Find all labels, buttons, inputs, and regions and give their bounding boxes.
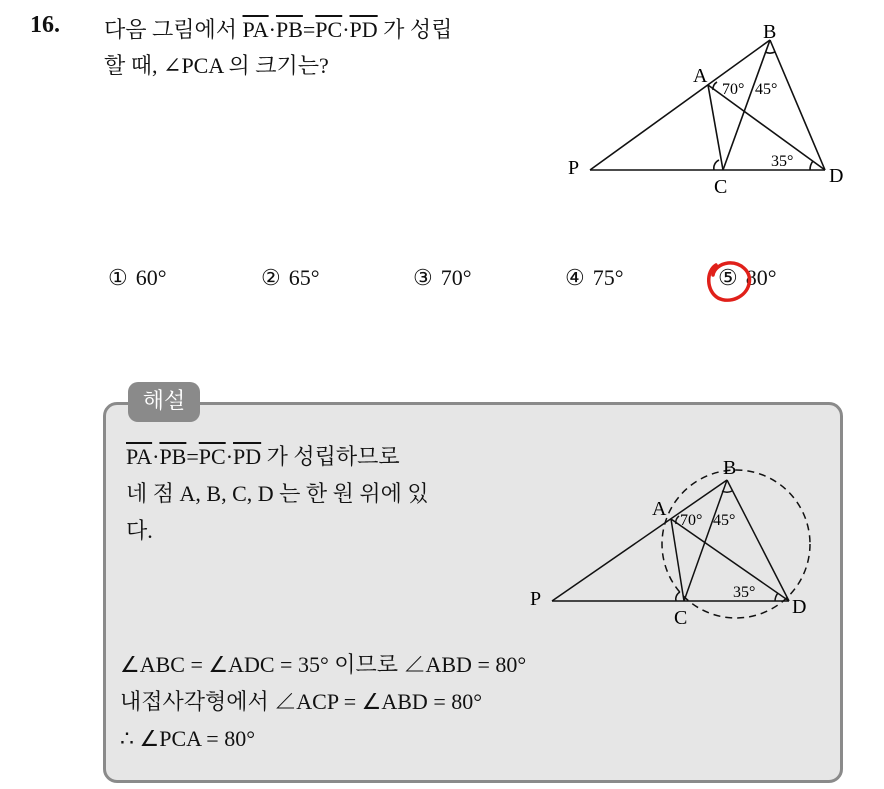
label-d: D bbox=[792, 596, 807, 618]
angle-label-35: 35° bbox=[733, 584, 756, 601]
choice-value: 80° bbox=[745, 265, 777, 290]
choice-mark: ② bbox=[261, 265, 281, 290]
selected-answer-circle-icon bbox=[702, 257, 756, 309]
label-b: B bbox=[763, 21, 777, 43]
angle-arc-d bbox=[810, 161, 813, 170]
angle-arc-c bbox=[676, 592, 680, 601]
dot-operator: · bbox=[225, 444, 234, 469]
question-number: 16. bbox=[30, 12, 60, 38]
line-ac bbox=[708, 85, 723, 170]
angle-arc-c bbox=[714, 160, 719, 170]
question-figure bbox=[560, 14, 860, 208]
equals-sign: = bbox=[186, 444, 199, 469]
choice-1[interactable] bbox=[108, 265, 167, 291]
segment-pb: $\overline{PB}$ bbox=[159, 444, 187, 469]
choice-value: 75° bbox=[592, 265, 624, 290]
choice-mark: ④ bbox=[565, 265, 585, 290]
choice-mark: ① bbox=[108, 265, 128, 290]
label-p: P bbox=[530, 588, 542, 610]
solution-line-2: 네 점 A, B, C, D 는 한 원 위에 있 bbox=[126, 481, 429, 506]
angle-arc-b bbox=[722, 491, 732, 492]
question-text bbox=[104, 12, 554, 84]
dot-operator: · bbox=[342, 17, 350, 42]
label-d: D bbox=[829, 165, 844, 187]
angle-label-45: 45° bbox=[713, 512, 736, 529]
choice-value: 70° bbox=[440, 265, 472, 290]
label-c: C bbox=[714, 176, 728, 198]
solution-tag: 해설 bbox=[128, 382, 200, 422]
line-bc bbox=[723, 40, 770, 170]
angle-arc-b bbox=[765, 52, 775, 53]
solution-math bbox=[120, 646, 526, 757]
line-bc bbox=[684, 480, 727, 601]
label-a: A bbox=[652, 498, 667, 520]
choice-4[interactable] bbox=[565, 265, 624, 291]
solution-text bbox=[126, 438, 506, 549]
label-c: C bbox=[674, 607, 688, 629]
cyclic-quadrilateral-diagram bbox=[520, 450, 830, 635]
solution-figure bbox=[520, 450, 830, 639]
segment-pc: $\overline{PC}$ bbox=[315, 17, 343, 42]
equals-sign: = bbox=[302, 17, 316, 42]
solution-math-line-2: 내접사각형에서 ∠ACP = ∠ABD = 80° bbox=[120, 689, 483, 714]
segment-pd: $\overline{PD}$ bbox=[233, 444, 262, 469]
solution-math-line-1: ∠ABC = ∠ADC = 35° 이므로 ∠ABD = 80° bbox=[120, 652, 527, 677]
triangle-diagram bbox=[560, 14, 860, 204]
angle-label-70: 70° bbox=[722, 81, 745, 98]
segment-pb: $\overline{PB}$ bbox=[275, 17, 303, 42]
question-prefix: 다음 그림에서 bbox=[104, 17, 243, 42]
question-line-2: 할 때, ∠PCA 의 크기는? bbox=[104, 53, 329, 78]
line-bd bbox=[727, 480, 789, 601]
question-line-1 bbox=[104, 12, 554, 48]
segment-pd: $\overline{PD}$ bbox=[349, 17, 378, 42]
solution-line-1 bbox=[126, 438, 506, 475]
angle-arc-a bbox=[713, 82, 717, 90]
choice-mark: ⑤ bbox=[718, 265, 738, 290]
segment-pa: $\overline{PA}$ bbox=[126, 444, 153, 469]
choice-value: 65° bbox=[288, 265, 320, 290]
angle-label-70: 70° bbox=[680, 512, 703, 529]
label-b: B bbox=[723, 457, 737, 479]
line-pb bbox=[590, 40, 770, 170]
label-p: P bbox=[568, 157, 580, 179]
dot-operator: · bbox=[152, 444, 160, 469]
solution-math-line-3: ∴ ∠PCA = 80° bbox=[120, 726, 256, 751]
choice-3[interactable] bbox=[413, 265, 472, 291]
choice-mark: ③ bbox=[413, 265, 433, 290]
solution-suffix: 가 성립하므로 bbox=[261, 444, 400, 469]
angle-arc-d bbox=[775, 593, 778, 601]
choice-2[interactable] bbox=[261, 265, 320, 291]
segment-pa: $\overline{PA}$ bbox=[242, 17, 269, 42]
angle-label-45: 45° bbox=[755, 81, 778, 98]
question-suffix: 가 성립 bbox=[377, 17, 453, 42]
dot-operator: · bbox=[268, 17, 276, 42]
segment-pc: $\overline{PC}$ bbox=[198, 444, 226, 469]
angle-label-35: 35° bbox=[771, 153, 794, 170]
solution-line-3: 다. bbox=[126, 518, 153, 543]
choice-value: 60° bbox=[135, 265, 167, 290]
label-a: A bbox=[693, 65, 708, 87]
